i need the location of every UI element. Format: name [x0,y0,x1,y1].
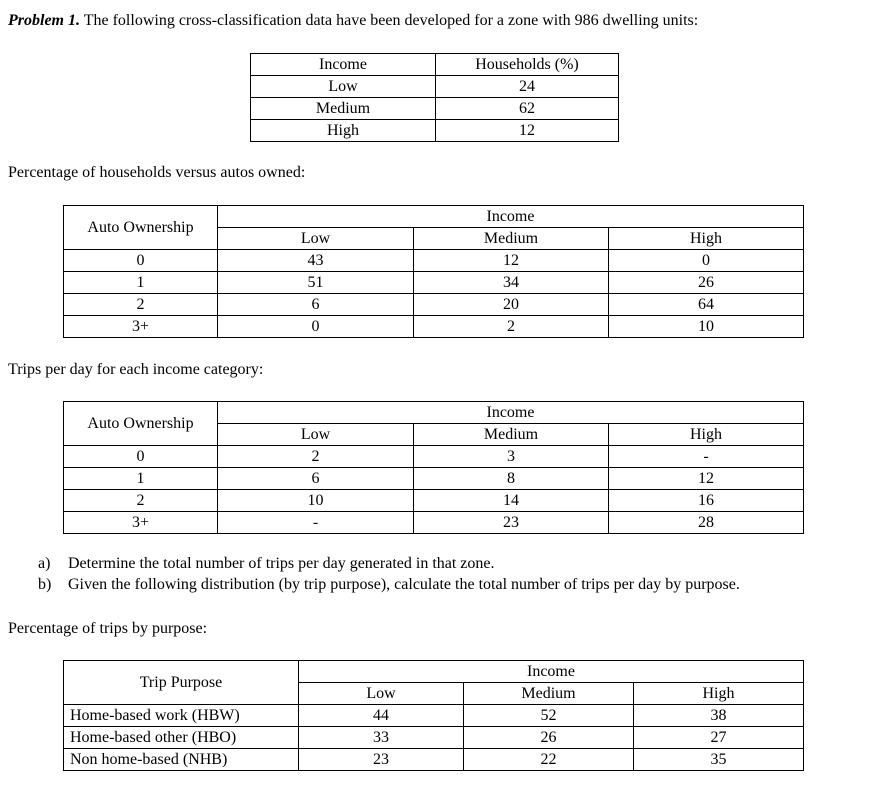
table-row [64,468,804,490]
table-row [64,749,804,771]
table3-cell: 23 [414,512,609,534]
table3-col-medium: Medium [414,424,609,446]
table4-cell: 38 [634,705,804,727]
table3-cell: 10 [218,490,414,512]
table1-cell: High [251,120,436,142]
table2-cell: 3+ [64,316,218,338]
problem-label: Problem 1. [8,12,80,29]
table3-cell: 6 [218,468,414,490]
table2-cell: 20 [414,294,609,316]
table3-cell: - [609,446,804,468]
table-row [64,512,804,534]
table2-col-low: Low [218,228,414,250]
table-row [64,294,804,316]
table3-cell: 8 [414,468,609,490]
table1-cell: 24 [436,76,619,98]
table3-cell: 2 [218,446,414,468]
table2-cell: 0 [64,250,218,272]
table2-cell: 2 [414,316,609,338]
table-row [64,272,804,294]
table1-cell: Medium [251,98,436,120]
trips-per-day-table [63,401,804,534]
question-b [38,576,740,594]
table4-cell: 33 [299,727,464,749]
table2-cell: 10 [609,316,804,338]
table2-cell: 43 [218,250,414,272]
table2-col-medium: Medium [414,228,609,250]
table-row [64,316,804,338]
households-income-table [250,53,619,142]
table4-purpose: Non home-based (NHB) [64,749,299,771]
table-row [64,250,804,272]
table3-col-low: Low [218,424,414,446]
table-row [251,120,619,142]
table4-col-high: High [634,683,804,705]
question-text: Determine the total number of trips per day generated in that zone. [68,555,495,572]
table2-cell: 64 [609,294,804,316]
question-a [38,555,495,573]
table1-header-households: Households (%) [436,54,619,76]
table3-cell: 16 [609,490,804,512]
table3-cell: 3+ [64,512,218,534]
table3-cell: 2 [64,490,218,512]
table1-header-income: Income [251,54,436,76]
table2-cell: 0 [218,316,414,338]
table2-cell: 0 [609,250,804,272]
caption-trip-purpose: Percentage of trips by purpose: [8,620,208,637]
table4-cell: 44 [299,705,464,727]
table2-row-header: Auto Ownership [64,206,218,250]
table3-cell: 28 [609,512,804,534]
table4-cell: 26 [464,727,634,749]
table3-cell: 0 [64,446,218,468]
table2-group-header: Income [218,206,804,228]
table-row [251,76,619,98]
table4-cell: 35 [634,749,804,771]
table4-cell: 22 [464,749,634,771]
question-marker: a) [38,555,51,572]
table2-col-high: High [609,228,804,250]
table2-cell: 12 [414,250,609,272]
problem-statement [8,12,698,30]
table-row [64,727,804,749]
table3-col-high: High [609,424,804,446]
caption-trips-per-day: Trips per day for each income category: [8,361,264,378]
table3-cell: 12 [609,468,804,490]
table3-cell: - [218,512,414,534]
table3-row-header: Auto Ownership [64,402,218,446]
table3-cell: 14 [414,490,609,512]
table3-cell: 3 [414,446,609,468]
table3-group-header: Income [218,402,804,424]
table4-cell: 27 [634,727,804,749]
table4-purpose: Home-based other (HBO) [64,727,299,749]
table4-cell: 23 [299,749,464,771]
table1-cell: 12 [436,120,619,142]
table4-purpose: Home-based work (HBW) [64,705,299,727]
table2-cell: 51 [218,272,414,294]
question-text: Given the following distribution (by trip purpose), calculate the total number of trips per day by purpose. [68,576,740,593]
problem-text: The following cross-classification data have been developed for a zone with 986 dwelling units: [83,12,699,29]
table1-cell: 62 [436,98,619,120]
table2-cell: 2 [64,294,218,316]
table4-row-header: Trip Purpose [64,661,299,705]
table2-cell: 26 [609,272,804,294]
table2-cell: 34 [414,272,609,294]
table2-cell: 6 [218,294,414,316]
caption-autos-owned: Percentage of households versus autos owned: [8,164,306,181]
trip-purpose-table [63,660,804,771]
autos-owned-table [63,205,804,338]
table-row [64,490,804,512]
table-row [251,98,619,120]
table-row [64,705,804,727]
table4-group-header: Income [299,661,804,683]
table4-col-medium: Medium [464,683,634,705]
table3-cell: 1 [64,468,218,490]
table4-col-low: Low [299,683,464,705]
table-row [64,446,804,468]
question-marker: b) [38,576,52,593]
table1-cell: Low [251,76,436,98]
table2-cell: 1 [64,272,218,294]
table4-cell: 52 [464,705,634,727]
